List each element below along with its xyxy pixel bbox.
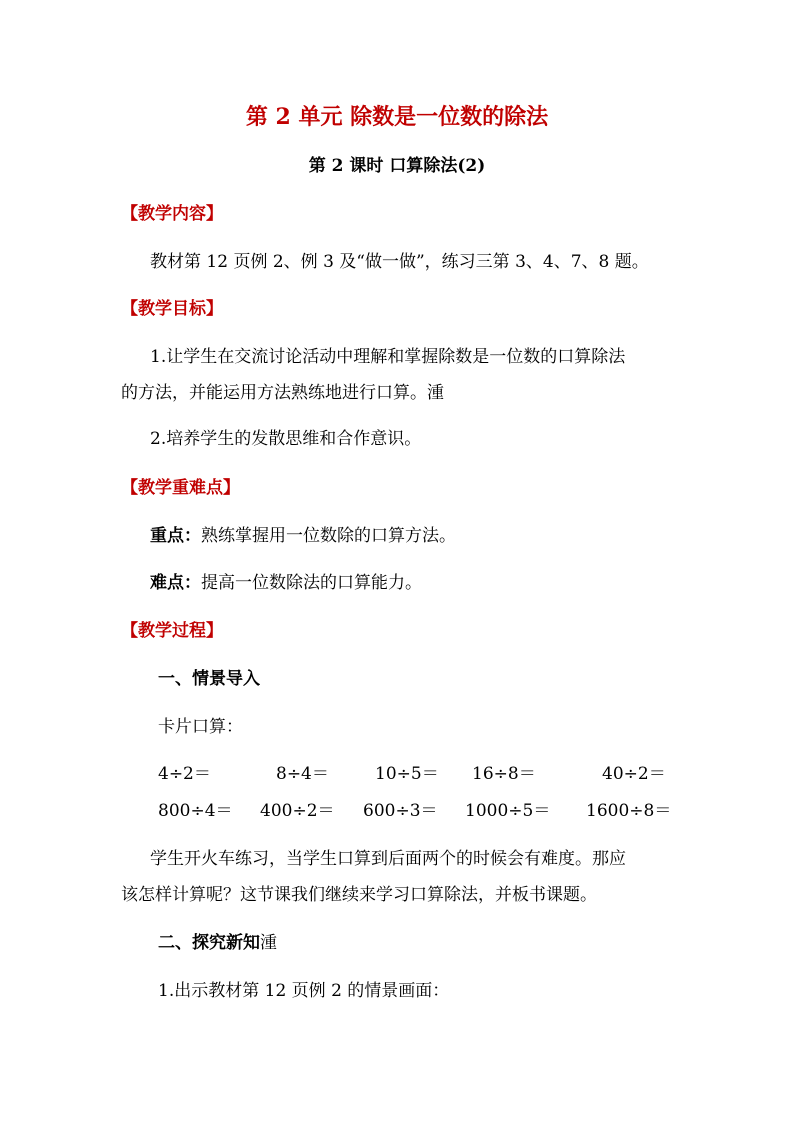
calculation-item: 4÷2＝ bbox=[158, 764, 211, 784]
goal-item-1-line-1: 1.让学生在交流讨论活动中理解和掌握除数是一位数的口算除法 bbox=[150, 347, 626, 367]
calculation-item: 1000÷5＝ bbox=[465, 801, 551, 821]
calculation-item: 10÷5＝ bbox=[375, 764, 439, 784]
goal-item-1-line-2 bbox=[121, 382, 444, 404]
process-paragraph-line-1: 学生开火车练习，当学生口算到后面两个的时候会有难度。那应 bbox=[150, 849, 626, 869]
difficult-point-label: 难点： bbox=[150, 573, 201, 593]
document-title: 第 2 单元 除数是一位数的除法 bbox=[245, 104, 549, 130]
key-point-text: 熟练掌握用一位数除的口算方法。 bbox=[201, 526, 456, 546]
watermark-char: 湩 bbox=[427, 383, 444, 403]
process-step-1: 1.出示教材第 12 页例 2 的情景画面： bbox=[158, 981, 450, 1001]
section-heading-goals: 【教学目标】 bbox=[121, 299, 223, 319]
content-text: 教材第 12 页例 2、例 3 及“做一做”，练习三第 3、4、7、8 题。 bbox=[150, 252, 649, 272]
difficult-point-text: 提高一位数除法的口算能力。 bbox=[201, 573, 422, 593]
key-point-label: 重点： bbox=[150, 526, 201, 546]
goal-item-2: 2.培养学生的发散思维和合作意识。 bbox=[150, 429, 422, 449]
calculation-item: 600÷3＝ bbox=[363, 801, 438, 821]
key-point bbox=[150, 525, 456, 547]
calculation-row-2 bbox=[158, 800, 678, 822]
calculation-item: 40÷2＝ bbox=[602, 764, 666, 784]
card-calculation-label: 卡片口算： bbox=[158, 717, 243, 737]
lesson-subtitle: 第 2 课时 口算除法(2) bbox=[308, 156, 486, 176]
calculation-item: 1600÷8＝ bbox=[586, 801, 672, 821]
process-part-2-title bbox=[158, 932, 277, 954]
process-paragraph-line-2: 该怎样计算呢？这节课我们继续来学习口算除法，并板书课题。 bbox=[121, 885, 597, 905]
difficult-point bbox=[150, 572, 422, 594]
calculation-item: 400÷2＝ bbox=[260, 801, 335, 821]
process-part-1-title: 一、情景导入 bbox=[158, 669, 260, 689]
calculation-item: 16÷8＝ bbox=[472, 764, 536, 784]
section-heading-key-points: 【教学重难点】 bbox=[121, 478, 240, 498]
calculation-item: 800÷4＝ bbox=[158, 801, 233, 821]
goal-item-1-line-2-text: 的方法，并能运用方法熟练地进行口算。 bbox=[121, 383, 427, 403]
section-heading-content: 【教学内容】 bbox=[121, 204, 223, 224]
process-part-2-title-text: 二、探究新知 bbox=[158, 933, 260, 953]
calculation-item: 8÷4＝ bbox=[276, 764, 329, 784]
watermark-char: 湩 bbox=[260, 933, 277, 953]
calculation-row-1 bbox=[158, 763, 678, 785]
section-heading-process: 【教学过程】 bbox=[121, 621, 223, 641]
